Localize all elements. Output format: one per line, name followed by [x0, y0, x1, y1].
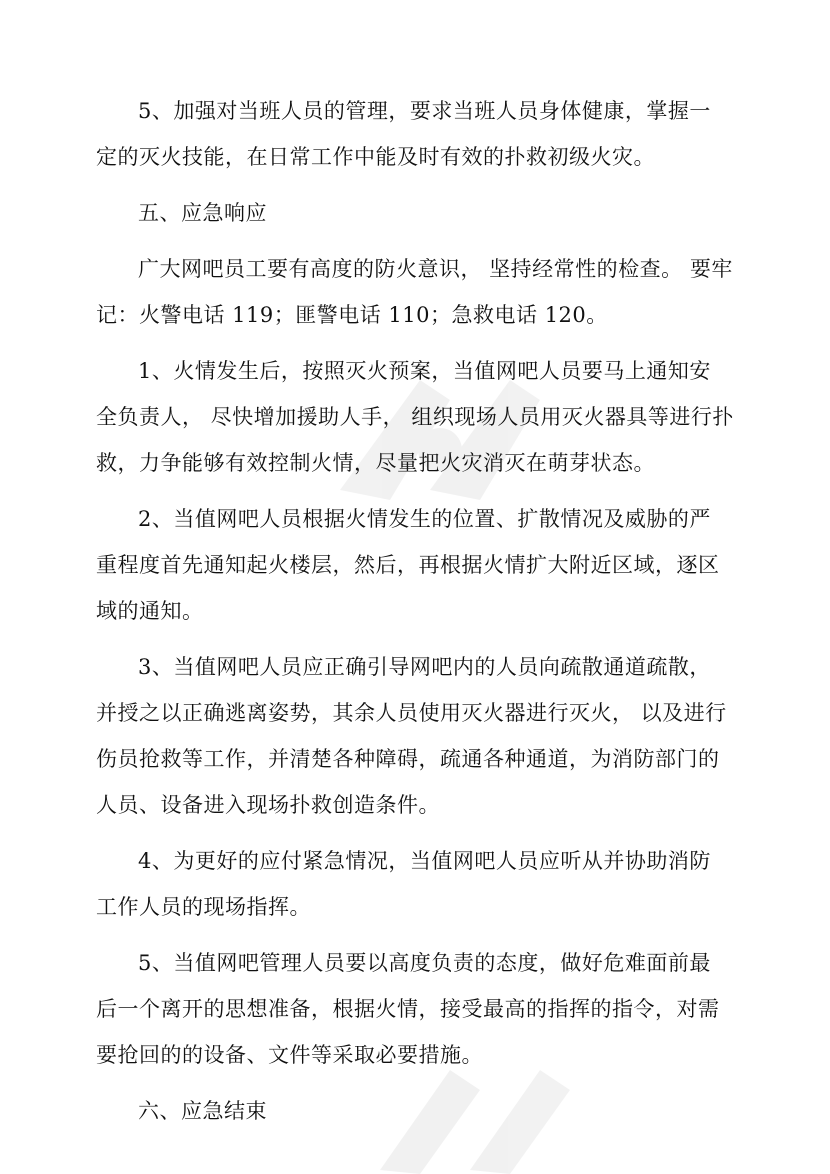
text-line: 4、为更好的应付紧急情况，当值网吧人员应听从并协助消防	[138, 849, 711, 873]
text-line: 记：火警电话 119；匪警电话 110；急救电话 120。	[96, 303, 608, 327]
paragraph-item-3-evacuation	[0, 644, 830, 828]
paragraph-item-1-fire-occurs	[0, 348, 830, 486]
section-heading-emergency-end	[0, 1088, 830, 1134]
heading-text: 六、应急结束	[138, 1099, 267, 1123]
paragraph-item-5-staff-management	[0, 88, 830, 180]
text-line: 要抢回的的设备、文件等采取必要措施。	[96, 1043, 483, 1067]
text-line: 5、加强对当班人员的管理，要求当班人员身体健康，掌握一	[138, 99, 711, 123]
text-line: 2、当值网吧人员根据火情发生的位置、扩散情况及威胁的严	[138, 507, 711, 531]
paragraph-item-5-managers-responsibility	[0, 940, 830, 1078]
text-line: 工作人员的现场指挥。	[96, 895, 311, 919]
text-line: 3、当值网吧人员应正确引导网吧内的人员向疏散通道疏散，	[138, 655, 711, 679]
heading-text: 五、应急响应	[138, 201, 267, 225]
section-heading-emergency-response	[0, 190, 830, 236]
paragraph-item-2-notify-floors	[0, 496, 830, 634]
document-body	[0, 88, 830, 1134]
text-line: 1、火情发生后，按照灭火预案，当值网吧人员要马上通知安	[138, 359, 711, 383]
text-line: 广大网吧员工要有高度的防火意识， 坚持经常性的检查。 要牢	[138, 257, 733, 281]
paragraph-item-4-cooperate-firefighters	[0, 838, 830, 930]
paragraph-fire-awareness	[0, 246, 830, 338]
text-line: 域的通知。	[96, 599, 204, 623]
text-line: 救，力争能够有效控制火情，尽量把火灾消灭在萌芽状态。	[96, 451, 655, 475]
text-line: 伤员抢救等工作，并清楚各种障碍，疏通各种通道，为消防部门的	[96, 747, 720, 771]
text-line: 并授之以正确逃离姿势，其余人员使用灭火器进行灭火， 以及进行	[96, 701, 727, 725]
text-line: 全负责人， 尽快增加援助人手， 组织现场人员用灭火器具等进行扑	[96, 405, 734, 429]
text-line: 重程度首先通知起火楼层，然后，再根据火情扩大附近区域，逐区	[96, 553, 720, 577]
text-line: 5、当值网吧管理人员要以高度负责的态度，做好危难面前最	[138, 951, 711, 975]
text-line: 人员、设备进入现场扑救创造条件。	[96, 793, 440, 817]
text-line: 定的灭火技能，在日常工作中能及时有效的扑救初级火灾。	[96, 145, 655, 169]
text-line: 后一个离开的思想准备，根据火情，接受最高的指挥的指令，对需	[96, 997, 720, 1021]
